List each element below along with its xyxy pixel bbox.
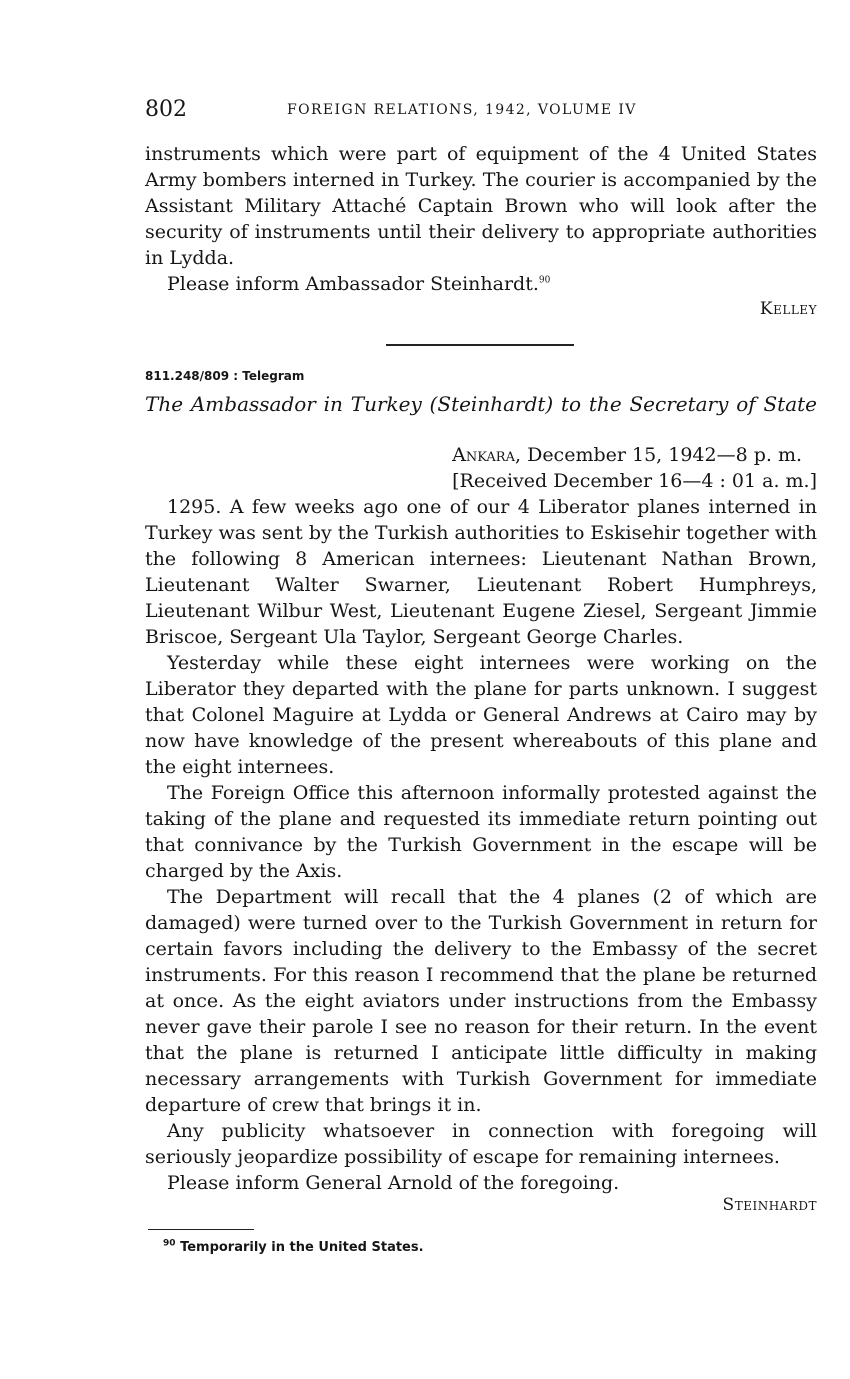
- signature-kelley: Kelley: [759, 299, 817, 319]
- dateline-place: Ankara: [452, 444, 515, 466]
- footnote-reference: 90: [538, 275, 551, 286]
- section-divider: [386, 344, 574, 346]
- page-number: 802: [145, 97, 187, 122]
- dateline: [452, 442, 817, 494]
- signature-steinhardt: Steinhardt: [722, 1195, 817, 1215]
- paragraph-6: Please inform General Arnold of the foregoing.: [167, 1172, 620, 1194]
- paragraph-1: 1295. A few weeks ago one of our 4 Liberator planes interned in Turkey was sent by the Turkish authorities to Eskisehir together with the following 8 American internees: Lieutenant Nathan Brown, Lieutenant Walter Swarner, Lieutenant Robert Humphreys, Lieutenant Wilbur West, Lieutenant Eugene Ziesel, Sergeant Jimmie Briscoe, Sergeant Ula Taylor, Sergeant George Charles.: [145, 496, 817, 648]
- file-number: 811.248/809 : Telegram: [145, 369, 305, 383]
- dateline-date: , December 15, 1942—8 p. m.: [515, 444, 803, 466]
- footnote: [163, 1240, 424, 1255]
- paragraph-4: The Department will recall that the 4 planes (2 of which are damaged) were turned over to the Turkish Government in return for certain favors including the delivery to the Embassy of the secret instruments. For this reason I recommend that the plane be returned at once. As the eight aviators under instructions from the Embassy never gave their parole I see no reason for their return. In the event that the plane is returned I anticipate little difficulty in making necessary arrangements with Turkish Government for immediate departure of crew that brings it in.: [145, 886, 817, 1116]
- running-head: FOREIGN RELATIONS, 1942, VOLUME IV: [287, 102, 637, 118]
- footnote-marker: 90: [163, 1238, 176, 1249]
- paragraph-5: Any publicity whatsoever in connection with foregoing will seriously jeopardize possibility of escape for remaining internees.: [145, 1120, 817, 1168]
- document-title: The Ambassador in Turkey (Steinhardt) to the Secretary of State: [145, 392, 817, 416]
- closing-line-text: Please inform Ambassador Steinhardt.: [167, 273, 539, 295]
- footnote-rule: [148, 1229, 254, 1230]
- closing-line: [145, 271, 817, 297]
- page-header: [145, 97, 817, 127]
- dateline-sent: [452, 442, 817, 468]
- paragraph-2: Yesterday while these eight internees were working on the Liberator they departed with the plane for parts unknown. I suggest that Colonel Maguire at Lydda or General Andrews at Cairo may by now have knowledge of the present whereabouts of this plane and the eight internees.: [145, 652, 817, 778]
- previous-document-body: [145, 141, 817, 297]
- paragraph-3: The Foreign Office this afternoon informally protested against the taking of the plane and requested its immediate return pointing out that connivance by the Turkish Government in the escape will be charged by the Axis.: [145, 782, 817, 882]
- dateline-received: [Received December 16—4 : 01 a. m.]: [452, 470, 817, 492]
- telegram-body: [145, 494, 817, 1196]
- footnote-text: Temporarily in the United States.: [180, 1240, 424, 1255]
- continued-paragraph: instruments which were part of equipment of the 4 United States Army bombers interned in Turkey. The courier is accompanied by the Assistant Military Attaché Captain Brown who will look after the security of instruments until their delivery to appropriate authorities in Lydda.: [145, 143, 817, 269]
